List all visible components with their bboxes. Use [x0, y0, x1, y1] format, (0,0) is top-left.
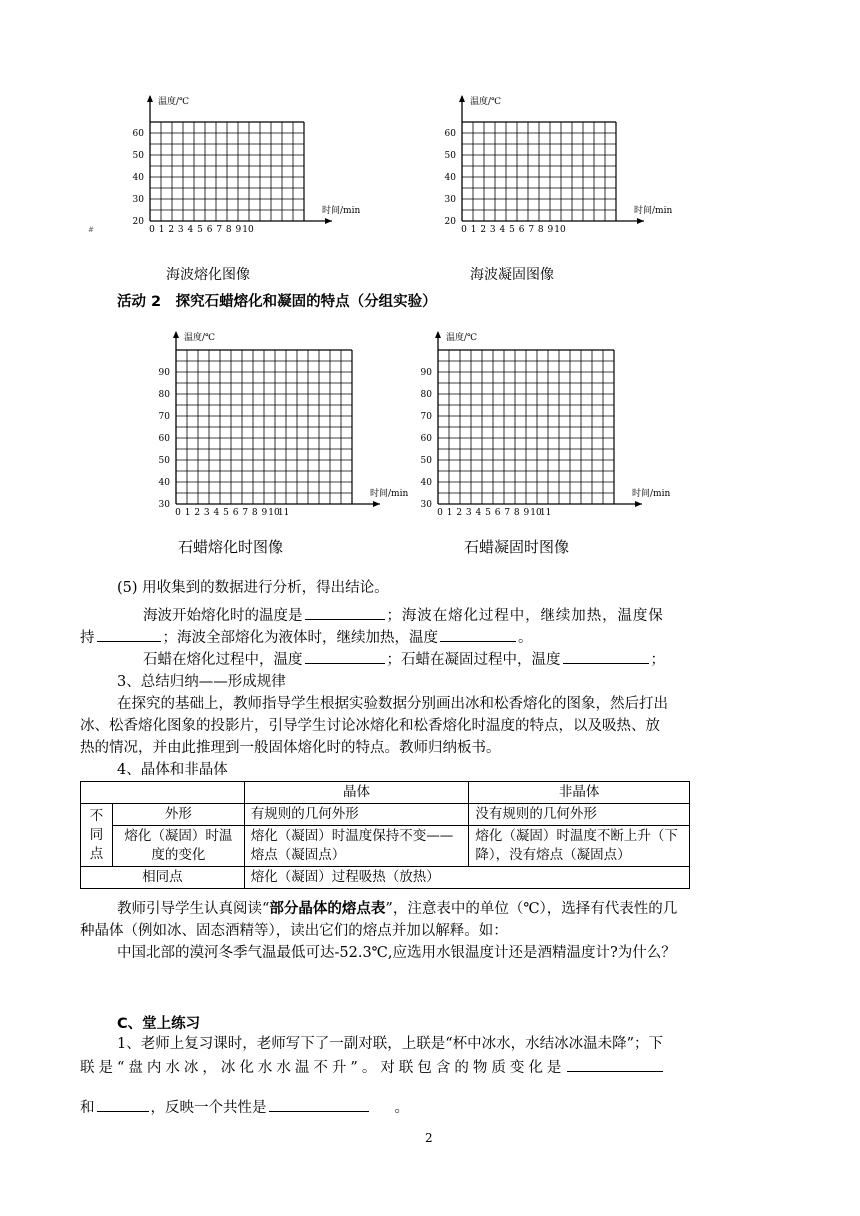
- text: 3、总结归纳——形成规律: [117, 674, 286, 690]
- x-axis-arrow: [373, 501, 380, 507]
- answer-blank[interactable]: [269, 1097, 369, 1112]
- x-tick-label: 1: [470, 225, 477, 235]
- y-axis-arrow: [173, 331, 179, 338]
- x-tick-label: 1: [446, 508, 453, 518]
- table-row: [81, 826, 690, 867]
- x-tick-label: 0: [461, 225, 467, 235]
- text: 石蜡在熔化过程中，温度: [143, 652, 303, 668]
- text: ，反映一个共性是: [150, 1100, 267, 1116]
- exercise1-line1: 1、老师上复习课时，老师写下了一副对联，上联是“杯中冰水，水结冰冰温未降”；下: [117, 1036, 664, 1052]
- x-tick-label: 2: [168, 225, 175, 235]
- table-cell: [81, 782, 245, 804]
- text: ；海波在熔化过程中，继续加热，温度保: [386, 608, 664, 624]
- y-tick-label: 60: [420, 434, 432, 444]
- step5-text: (5) 用收集到的数据进行分析，得出结论。: [117, 580, 389, 596]
- y-axis-arrow: [459, 95, 465, 102]
- x-tick-label: 9: [261, 508, 268, 518]
- x-tick-label: 8: [251, 508, 258, 518]
- reading-line3: 中国北部的漠河冬季气温最低可达-52.3℃,应选用水银温度计还是酒精温度计?为什么？: [117, 945, 676, 961]
- y-tick-label: 60: [444, 129, 456, 139]
- text: 。: [518, 630, 533, 646]
- header-noncrystal: 非晶体: [469, 782, 690, 804]
- y-tick-label: 40: [444, 173, 456, 183]
- x-tick-label: 8: [225, 225, 232, 235]
- section3-para-line1: 在探究的基础上，教师指导学生根据实验数据分别画出冰和松香熔化的图象，然后打出: [117, 696, 668, 712]
- y-tick-label: 50: [158, 456, 170, 466]
- row-label-shape: 外形: [112, 804, 244, 826]
- text: ；石蜡在凝固过程中，温度: [386, 652, 561, 668]
- y-axis-label: 温度/℃: [446, 333, 478, 343]
- table-row: [81, 804, 690, 826]
- answer-blank[interactable]: [97, 627, 161, 642]
- table-row: [81, 782, 690, 804]
- row-label-temperature: 熔化（凝固）时温度的变化: [112, 826, 244, 867]
- x-axis-label: 时间/min: [370, 489, 409, 499]
- y-tick-label: 40: [420, 478, 432, 488]
- chart-svg: [120, 92, 361, 252]
- x-tick-label: 6: [232, 508, 239, 518]
- x-tick-label: 0: [149, 225, 155, 235]
- x-tick-label: 10: [268, 508, 280, 518]
- x-tick-label: 9: [235, 225, 242, 235]
- x-tick-label: 1: [158, 225, 165, 235]
- crystal-comparison-table: [80, 781, 690, 889]
- answer-blank[interactable]: [563, 649, 649, 664]
- x-tick-label: 3: [465, 508, 472, 518]
- text: ”，注意表中的单位（℃），选择有代表性的几: [385, 901, 678, 917]
- y-tick-label: 50: [132, 151, 144, 161]
- y-tick-label: 30: [132, 195, 144, 205]
- x-tick-label: 7: [242, 508, 249, 518]
- x-axis-label: 时间/min: [632, 489, 671, 499]
- reading-line2: 种晶体（例如冰、固态酒精等），读出它们的熔点并加以解释。如：: [80, 923, 508, 939]
- exercise1-line2: [80, 1057, 665, 1078]
- chart-grid: [438, 350, 614, 504]
- exercise1-line3: [80, 1097, 409, 1118]
- text: 和: [80, 1100, 95, 1116]
- x-tick-label: 0: [437, 508, 443, 518]
- x-tick-label: 6: [518, 225, 525, 235]
- haibo-question-line1: [143, 605, 664, 626]
- y-tick-label: 30: [158, 500, 170, 510]
- y-tick-label: 80: [158, 390, 170, 400]
- diff-label: 不同点: [81, 804, 113, 867]
- y-tick-label: 70: [158, 412, 170, 422]
- y-tick-label: 40: [132, 173, 144, 183]
- text: 海波开始熔化时的温度是: [143, 608, 303, 624]
- shila-question-line: [143, 649, 665, 670]
- answer-blank[interactable]: [567, 1057, 663, 1072]
- section3-title: [117, 672, 286, 692]
- x-tick-label: 10: [242, 225, 254, 235]
- y-tick-label: 80: [420, 390, 432, 400]
- caption-haibo-melting: 海波熔化图像: [166, 267, 250, 283]
- cell-crystal-shape: 有规则的几何外形: [244, 804, 469, 826]
- x-tick-label: 2: [480, 225, 487, 235]
- melting-point-table-title: 部分晶体的熔点表: [269, 901, 386, 917]
- section3-para-line2: 冰、松香熔化图象的投影片，引导学生讨论冰熔化和松香熔化时温度的特点，以及吸热、放: [80, 718, 660, 734]
- header-crystal: 晶体: [244, 782, 469, 804]
- chart-paraffin-melting: [146, 328, 409, 528]
- y-axis-label: 温度/℃: [470, 97, 502, 107]
- stray-mark: #: [88, 226, 94, 234]
- caption-paraffin-solidifying: 石蜡凝固时图像: [464, 538, 570, 556]
- answer-blank[interactable]: [440, 627, 516, 642]
- x-tick-label: 8: [513, 508, 520, 518]
- y-tick-label: 20: [132, 217, 144, 227]
- chart-grid: [462, 122, 616, 221]
- x-tick-label: 4: [213, 508, 220, 518]
- y-tick-label: 90: [158, 368, 170, 378]
- x-tick-label: 1: [184, 508, 191, 518]
- chart-paraffin-solidifying: [408, 328, 671, 528]
- x-tick-label: 11: [277, 508, 290, 518]
- text: 持: [80, 630, 95, 646]
- section3-para-line3: 热的情况，并由此推理到一般固体熔化时的特点。教师归纳板书。: [80, 740, 501, 756]
- chart-svg: [408, 328, 671, 528]
- cell-same: 熔化（凝固）过程吸热（放热）: [244, 867, 689, 889]
- x-axis-arrow: [637, 218, 644, 224]
- y-axis-arrow: [147, 95, 153, 102]
- x-axis-arrow: [635, 501, 642, 507]
- x-tick-label: 6: [206, 225, 213, 235]
- section4-title: 4、晶体和非晶体: [117, 762, 228, 778]
- x-tick-label: 9: [547, 225, 554, 235]
- text: 教师引导学生认真阅读“: [117, 901, 270, 917]
- x-axis-label: 时间/min: [634, 206, 673, 216]
- text: ；: [650, 652, 665, 668]
- chart-svg: [432, 92, 673, 252]
- cell-noncrystal-shape: 没有规则的几何外形: [469, 804, 690, 826]
- x-axis-arrow: [325, 218, 332, 224]
- text: 。: [394, 1100, 409, 1116]
- table-row: [81, 867, 690, 889]
- cell-noncrystal-temperature: 熔化（凝固）时温度不断上升（下降），没有熔点（凝固点）: [469, 826, 690, 867]
- x-tick-label: 11: [539, 508, 552, 518]
- y-tick-label: 60: [132, 129, 144, 139]
- x-tick-label: 10: [554, 225, 566, 235]
- x-tick-label: 5: [197, 225, 203, 235]
- x-tick-label: 3: [177, 225, 184, 235]
- x-tick-label: 2: [194, 508, 201, 518]
- x-tick-label: 5: [485, 508, 491, 518]
- x-tick-label: 7: [504, 508, 511, 518]
- y-tick-label: 70: [420, 412, 432, 422]
- chart-haibo-solidifying: [432, 92, 673, 252]
- caption-haibo-solidifying: 海波凝固图像: [470, 267, 554, 283]
- chart-haibo-melting: [120, 92, 361, 252]
- y-tick-label: 40: [158, 478, 170, 488]
- x-tick-label: 8: [537, 225, 544, 235]
- x-tick-label: 5: [509, 225, 515, 235]
- y-axis-arrow: [435, 331, 441, 338]
- y-axis-label: 温度/℃: [184, 333, 216, 343]
- y-tick-label: 50: [420, 456, 432, 466]
- answer-blank[interactable]: [305, 649, 385, 664]
- y-tick-label: 60: [158, 434, 170, 444]
- x-tick-label: 9: [523, 508, 530, 518]
- x-tick-label: 7: [528, 225, 535, 235]
- activity2-heading: 活动 2 探究石蜡熔化和凝固的特点（分组实验）: [117, 294, 437, 310]
- x-tick-label: 4: [187, 225, 194, 235]
- x-axis-label: 时间/min: [322, 206, 361, 216]
- answer-blank[interactable]: [305, 605, 385, 620]
- cell-crystal-temperature: 熔化（凝固）时温度保持不变——熔点（凝固点）: [244, 826, 469, 867]
- x-tick-label: 0: [175, 508, 181, 518]
- chart-svg: [146, 328, 409, 528]
- haibo-question-line2: [80, 627, 533, 648]
- y-tick-label: 20: [444, 217, 456, 227]
- reading-line1: [117, 899, 677, 919]
- x-tick-label: 4: [475, 508, 482, 518]
- y-axis-label: 温度/℃: [158, 97, 190, 107]
- x-tick-label: 4: [499, 225, 506, 235]
- text: 联是“盘内水冰，冰化水水温不升”。对联包含的物质变化是: [80, 1060, 566, 1076]
- x-tick-label: 7: [216, 225, 223, 235]
- chart-grid: [150, 122, 304, 221]
- x-tick-label: 3: [203, 508, 210, 518]
- y-tick-label: 30: [420, 500, 432, 510]
- y-tick-label: 50: [444, 151, 456, 161]
- x-tick-label: 6: [494, 508, 501, 518]
- x-tick-label: 5: [223, 508, 229, 518]
- caption-paraffin-melting: 石蜡熔化时图像: [178, 538, 284, 556]
- sectionC-title: C、堂上练习: [117, 1016, 201, 1032]
- answer-blank[interactable]: [97, 1097, 149, 1112]
- same-label: 相同点: [81, 867, 245, 889]
- x-tick-label: 10: [530, 508, 542, 518]
- page-number: 2: [425, 1131, 433, 1145]
- x-tick-label: 3: [489, 225, 496, 235]
- y-tick-label: 30: [444, 195, 456, 205]
- x-tick-label: 2: [456, 508, 463, 518]
- chart-grid: [176, 350, 352, 504]
- y-tick-label: 90: [420, 368, 432, 378]
- text: ；海波全部熔化为液体时，继续加热，温度: [162, 630, 438, 646]
